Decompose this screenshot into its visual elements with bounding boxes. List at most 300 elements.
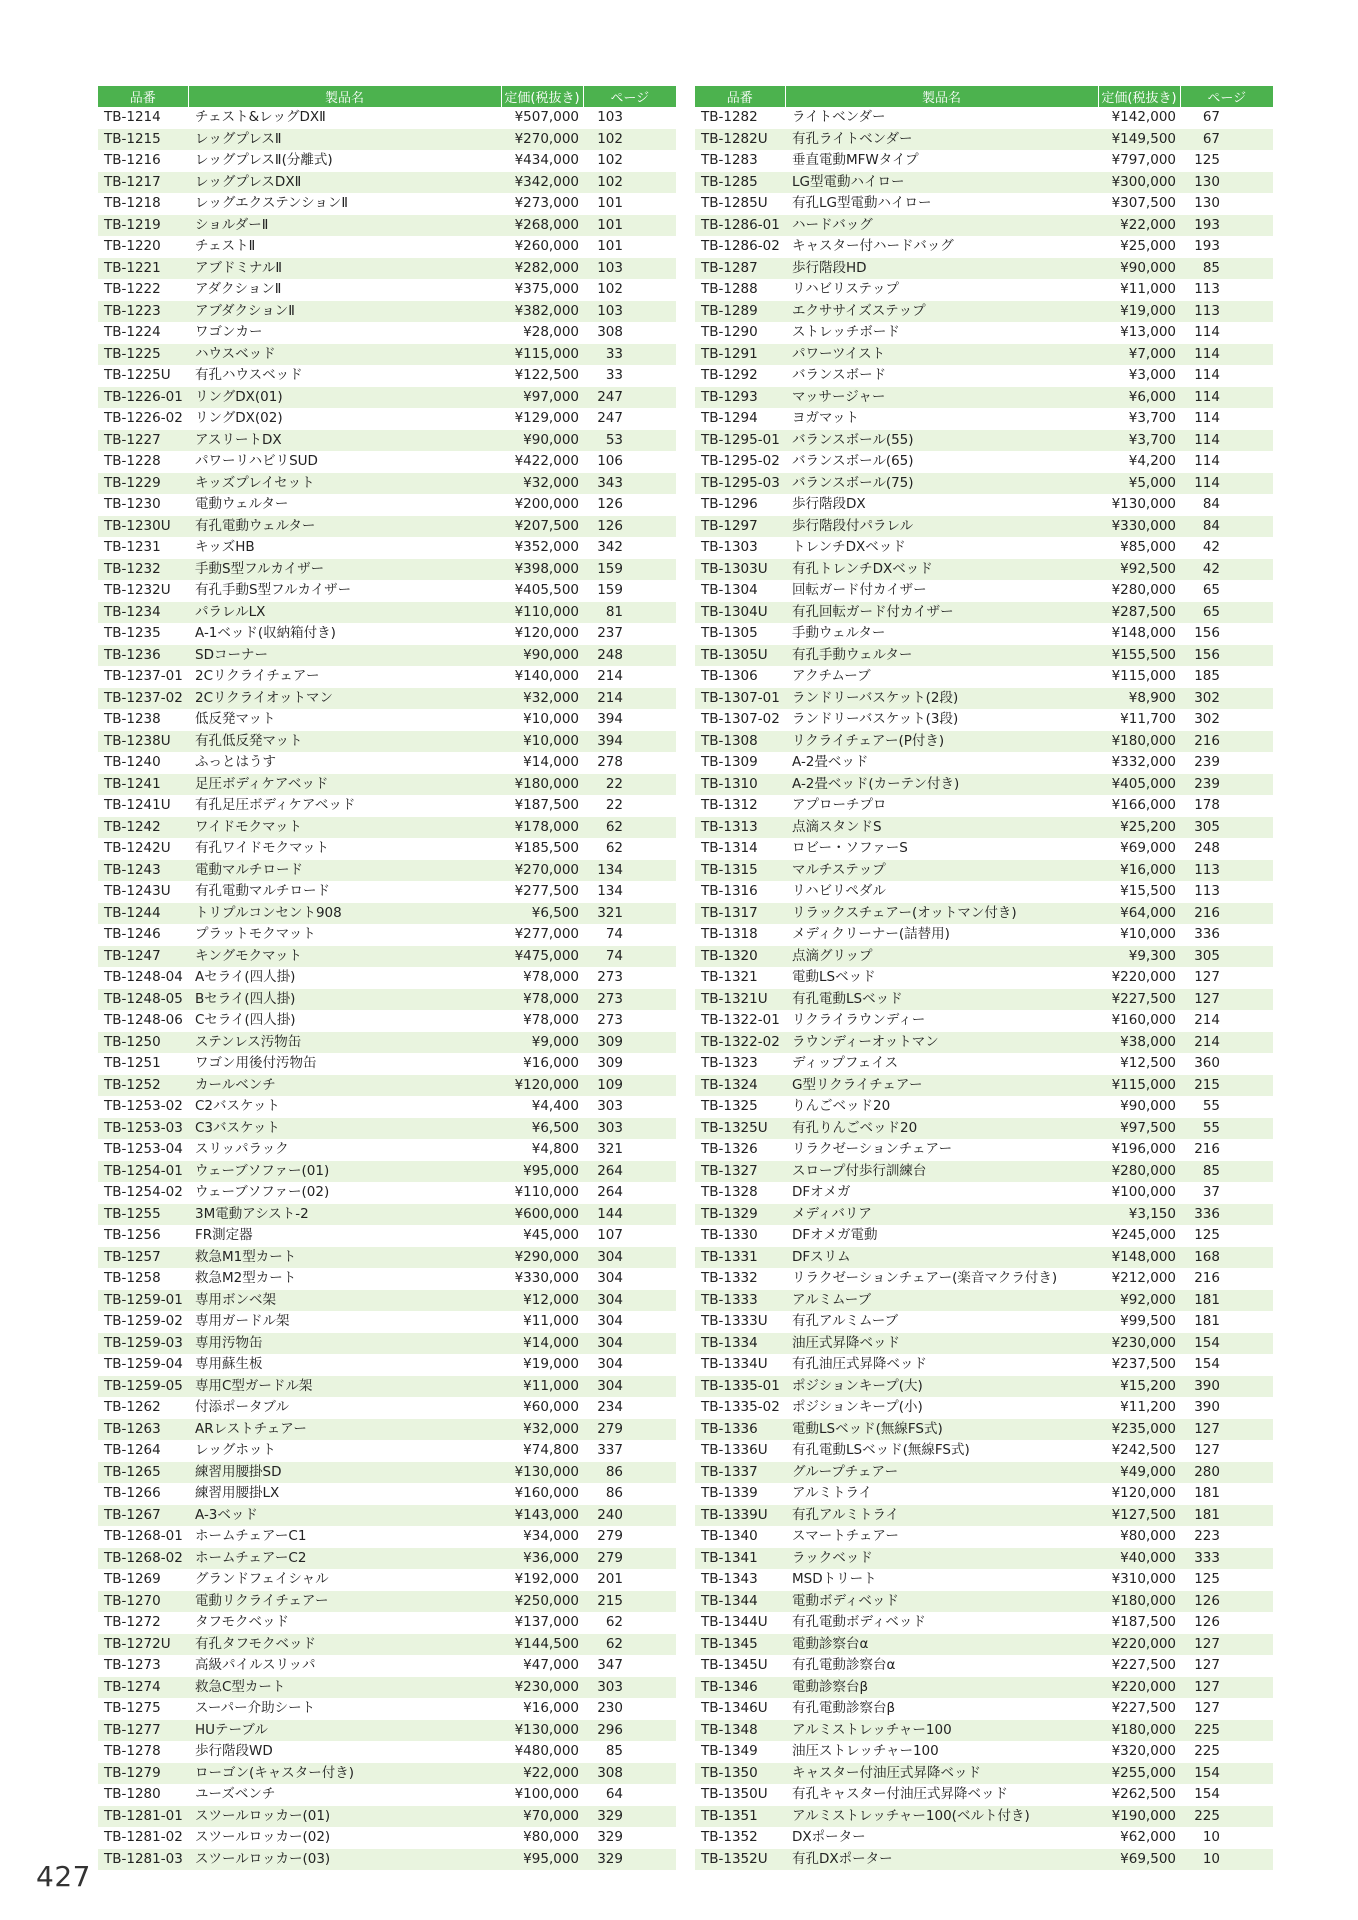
product-code: TB-1321U [695,989,785,1011]
product-price: ¥5,000 [1098,473,1180,495]
product-price: ¥797,000 [1111,152,1176,168]
product-code: TB-1282U [695,129,785,151]
table-row [98,1655,676,1677]
table-row [695,1311,1273,1333]
table-row [695,752,1273,774]
catalog-page: 85 [1180,1161,1273,1183]
product-name: 有孔電動診察台α [792,1657,896,1673]
table-row [98,1204,676,1226]
table-row [98,1806,676,1828]
table-row [98,1182,676,1204]
catalog-page: 329 [583,1806,676,1828]
product-price: ¥47,000 [523,1657,579,1673]
catalog-page: 303 [583,1677,676,1699]
catalog-page: 347 [597,1657,623,1673]
product-name: パワーリハビリSUD [195,453,318,469]
product-name: 有孔キャスター付油圧式昇降ベッド [792,1786,1008,1802]
product-code: TB-1318 [701,926,758,942]
product-name: HUテーブル [188,1720,501,1742]
product-name: リングDX(01) [188,387,501,409]
catalog-page: 106 [597,453,623,469]
product-price: ¥9,300 [1098,946,1180,968]
table-row [695,322,1273,344]
table-row [98,387,676,409]
product-code: TB-1237-01 [104,668,183,684]
catalog-page: 67 [1180,129,1273,151]
product-code: TB-1304 [701,582,758,598]
product-price: ¥4,400 [531,1098,579,1114]
product-name: 電動リクライチェアー [188,1591,501,1613]
product-price: ¥144,500 [501,1634,583,1656]
table-row [98,451,676,473]
catalog-page: 215 [583,1591,676,1613]
catalog-page: 394 [583,731,676,753]
product-code: TB-1326 [701,1141,758,1157]
product-code: TB-1281-01 [98,1806,188,1828]
catalog-page: 114 [1194,410,1220,426]
product-price: ¥207,500 [501,516,583,538]
product-code: TB-1324 [695,1075,785,1097]
table-row [98,1677,676,1699]
catalog-page: 273 [597,1012,623,1028]
product-code: TB-1262 [104,1399,161,1415]
product-price: ¥120,000 [514,625,579,641]
product-code: TB-1337 [695,1462,785,1484]
product-code: TB-1314 [701,840,758,856]
catalog-page: 181 [1180,1505,1273,1527]
table-row [98,838,676,860]
product-price: ¥32,000 [501,1419,583,1441]
product-name: 専用ガードル架 [195,1313,290,1329]
table-row [98,193,676,215]
table-header-row [695,86,1273,107]
product-code: TB-1282 [701,109,758,125]
product-code: TB-1265 [98,1462,188,1484]
catalog-page: 237 [597,625,623,641]
product-code: TB-1328 [701,1184,758,1200]
product-price: ¥227,500 [1111,1700,1176,1716]
table-row [695,1462,1273,1484]
product-price: ¥90,000 [1098,258,1180,280]
catalog-page: 156 [1180,645,1273,667]
product-price: ¥3,700 [1128,410,1176,426]
header-price: 定価(税抜き) [1098,86,1180,107]
product-code: TB-1218 [104,195,161,211]
product-price: ¥19,000 [523,1356,579,1372]
product-price: ¥110,000 [514,1184,579,1200]
product-name: 電動LSベッド(無線FS式) [785,1419,1098,1441]
product-code: TB-1352U [695,1849,785,1871]
product-price: ¥178,000 [501,817,583,839]
product-price: ¥330,000 [1098,516,1180,538]
product-price: ¥3,150 [1098,1204,1180,1226]
product-code: TB-1259-02 [104,1313,183,1329]
product-code: TB-1246 [104,926,161,942]
product-name: 電動診察台α [785,1634,1098,1656]
catalog-page: 279 [597,1528,623,1544]
table-row [98,559,676,581]
table-row [98,322,676,344]
product-name: SDコーナー [188,645,501,667]
product-code: TB-1230 [104,496,161,512]
catalog-page: 302 [1180,688,1273,710]
product-code: TB-1325U [695,1118,785,1140]
product-code: TB-1316 [701,883,758,899]
product-name: プラットモクマット [195,926,316,942]
table-row [98,602,676,624]
product-name: 電動ウェルター [195,496,289,512]
catalog-page: 114 [1194,453,1220,469]
product-price: ¥11,000 [1120,281,1176,297]
product-code: TB-1304U [695,602,785,624]
table-row [98,752,676,774]
table-row [695,1505,1273,1527]
table-row [98,1010,676,1032]
table-row [98,1290,676,1312]
table-row [98,1741,676,1763]
product-price: ¥310,000 [1111,1571,1176,1587]
table-row [695,1182,1273,1204]
product-name: グループチェアー [785,1462,1098,1484]
catalog-page: 305 [1180,946,1273,968]
product-name: 電動LSベッド [792,969,876,985]
catalog-page: 113 [1194,281,1220,297]
product-name: パラレルLX [188,602,501,624]
table-row [695,107,1273,129]
product-name: Aセライ(四人掛) [195,969,296,985]
catalog-page: 114 [1180,344,1273,366]
product-code: TB-1259-05 [98,1376,188,1398]
product-name: りんごベッド20 [792,1098,891,1114]
catalog-page: 62 [605,840,623,856]
table-row [695,1548,1273,1570]
table-row [695,1612,1273,1634]
product-code: TB-1285 [695,172,785,194]
product-price: ¥97,000 [501,387,583,409]
product-name: キャスター付油圧式昇降ベッド [785,1763,1098,1785]
product-code: TB-1340 [701,1528,758,1544]
table-row [695,193,1273,215]
catalog-page: 84 [1202,496,1220,512]
product-code: TB-1216 [104,152,161,168]
product-price: ¥120,000 [501,1075,583,1097]
catalog-page: 33 [605,367,623,383]
product-price: ¥143,000 [501,1505,583,1527]
table-row [695,580,1273,602]
catalog-page: 185 [1194,668,1220,684]
product-price: ¥10,000 [1120,926,1176,942]
product-price: ¥300,000 [1098,172,1180,194]
product-name: ヨガマット [792,410,859,426]
product-price: ¥180,000 [1098,1591,1180,1613]
product-name: 有孔LG型電動ハイロー [792,195,932,211]
product-name: スツールロッカー(03) [188,1849,501,1871]
table-row [695,602,1273,624]
product-price: ¥32,000 [501,688,583,710]
catalog-page: 84 [1180,516,1273,538]
table-row [98,1569,676,1591]
product-name: 点滴スタンドS [785,817,1098,839]
table-row [98,1440,676,1462]
catalog-page: 101 [597,195,623,211]
product-price: ¥280,000 [1098,1161,1180,1183]
product-code: TB-1296 [701,496,758,512]
product-price: ¥64,000 [1098,903,1180,925]
catalog-page: 55 [1202,1098,1220,1114]
product-code: TB-1334 [695,1333,785,1355]
catalog-page: 127 [1194,1442,1220,1458]
product-price: ¥14,000 [501,1333,583,1355]
product-price: ¥11,000 [501,1376,583,1398]
product-code: TB-1217 [98,172,188,194]
product-price: ¥115,000 [1098,1075,1180,1097]
table-row [98,516,676,538]
catalog-page: 303 [597,1098,623,1114]
product-code: TB-1229 [98,473,188,495]
table-row [98,344,676,366]
product-code: TB-1266 [104,1485,161,1501]
product-price: ¥28,000 [523,324,579,340]
product-price: ¥196,000 [1111,1141,1176,1157]
catalog-page: 144 [583,1204,676,1226]
product-code: TB-1270 [98,1591,188,1613]
catalog-page: 336 [1180,1204,1273,1226]
table-row [695,301,1273,323]
table-row [695,1806,1273,1828]
product-name: 有孔ワイドモクマット [195,840,330,856]
product-name: アダクションⅡ [195,281,282,297]
product-price: ¥180,000 [1098,1720,1180,1742]
product-name: リハビリステップ [792,281,900,297]
product-name: ポジションキープ(大) [785,1376,1098,1398]
product-code: TB-1253-03 [98,1118,188,1140]
product-name: 有孔ハウスベッド [195,367,303,383]
product-price: ¥100,000 [1111,1184,1176,1200]
product-price: ¥92,000 [1098,1290,1180,1312]
catalog-page: 216 [1180,903,1273,925]
product-code: TB-1273 [104,1657,161,1673]
product-code: TB-1322-01 [701,1012,780,1028]
catalog-page: 114 [1194,324,1220,340]
product-name: 有孔ライトベンダー [785,129,1098,151]
catalog-page: 168 [1180,1247,1273,1269]
table-row [98,666,676,688]
catalog-page: 67 [1202,109,1220,125]
product-code: TB-1345 [695,1634,785,1656]
product-code: TB-1295-02 [701,453,780,469]
product-price: ¥307,500 [1111,195,1176,211]
catalog-page: 193 [1180,215,1273,237]
product-code: TB-1335-01 [695,1376,785,1398]
product-price: ¥277,500 [514,883,579,899]
catalog-page: 193 [1194,238,1220,254]
product-price: ¥100,000 [514,1786,579,1802]
product-price: ¥62,000 [1120,1829,1176,1845]
product-code: TB-1234 [98,602,188,624]
catalog-page: 216 [1180,731,1273,753]
catalog-page: 37 [1202,1184,1220,1200]
product-name: FR測定器 [195,1227,253,1243]
catalog-page: 304 [597,1356,623,1372]
product-code: TB-1348 [695,1720,785,1742]
product-name: 有孔手動ウェルター [785,645,1098,667]
table-row [98,236,676,258]
product-code: TB-1225U [104,367,171,383]
product-code: TB-1305 [701,625,758,641]
product-code: TB-1269 [104,1571,161,1587]
product-name: トリプルコンセント908 [188,903,501,925]
table-row [695,1290,1273,1312]
table-row [695,795,1273,817]
product-name: 専用蘇生板 [195,1356,263,1372]
product-code: TB-1251 [104,1055,161,1071]
catalog-page: 10 [1202,1829,1220,1845]
product-code: TB-1258 [104,1270,161,1286]
product-price: ¥352,000 [514,539,579,555]
product-price: ¥600,000 [501,1204,583,1226]
catalog-page: 308 [583,1763,676,1785]
table-row [98,1397,676,1419]
product-code: TB-1272 [104,1614,161,1630]
catalog-page: 55 [1180,1118,1273,1140]
product-name: レッグプレスⅡ(分離式) [195,152,333,168]
table-row [98,795,676,817]
table-row [695,1161,1273,1183]
table-row [98,645,676,667]
product-price: ¥11,700 [1120,711,1176,727]
product-code: TB-1335-02 [701,1399,780,1415]
product-price: ¥6,000 [1098,387,1180,409]
product-code: TB-1254-02 [104,1184,183,1200]
product-code: TB-1241U [104,797,171,813]
product-price: ¥6,500 [501,1118,583,1140]
catalog-page: 264 [597,1184,623,1200]
product-price: ¥9,000 [501,1032,583,1054]
product-price: ¥16,000 [523,1700,579,1716]
product-code: TB-1315 [695,860,785,882]
table-row [98,903,676,925]
product-code: TB-1259-04 [104,1356,183,1372]
product-code: TB-1306 [701,668,758,684]
product-price: ¥115,000 [501,344,583,366]
catalog-page: 10 [1180,1849,1273,1871]
product-code: TB-1230U [98,516,188,538]
product-name: Cセライ(四人掛) [195,1012,296,1028]
product-code: TB-1275 [104,1700,161,1716]
product-name: 有孔電動診察台β [792,1700,896,1716]
product-name: 歩行階段HD [785,258,1098,280]
table-row [98,709,676,731]
product-price: ¥434,000 [514,152,579,168]
product-price: ¥19,000 [1098,301,1180,323]
product-price: ¥332,000 [1111,754,1176,770]
catalog-page: 154 [1180,1333,1273,1355]
product-name: エクササイズステップ [785,301,1098,323]
catalog-page: 130 [1180,172,1273,194]
table-row [98,1849,676,1871]
catalog-page: 156 [1194,625,1220,641]
product-price: ¥190,000 [1098,1806,1180,1828]
product-price: ¥398,000 [501,559,583,581]
product-name: 歩行階段DX [792,496,866,512]
product-price: ¥8,900 [1098,688,1180,710]
catalog-page: 134 [597,883,623,899]
product-name: バランスボード [792,367,887,383]
header-code: 品番 [98,86,188,107]
product-name: ランドリーバスケット(3段) [792,711,959,727]
product-code: TB-1317 [695,903,785,925]
catalog-page: 126 [1194,1614,1220,1630]
catalog-page: 360 [1194,1055,1220,1071]
product-name: リングDX(02) [195,410,283,426]
product-price: ¥95,000 [501,1849,583,1871]
catalog-page: 126 [1180,1591,1273,1613]
table-row [98,1032,676,1054]
catalog-page: 181 [1180,1290,1273,1312]
product-price: ¥230,000 [1098,1333,1180,1355]
product-name: 救急C型カート [188,1677,501,1699]
table-row [695,1569,1273,1591]
product-price: ¥290,000 [501,1247,583,1269]
table-row [98,1462,676,1484]
product-code: TB-1252 [98,1075,188,1097]
table-row [695,215,1273,237]
product-name: マッサージャー [785,387,1098,409]
product-price: ¥242,500 [1111,1442,1176,1458]
product-name: 有孔DXポーター [785,1849,1098,1871]
product-name: ディップフェイス [792,1055,899,1071]
product-name: ARレストチェアー [188,1419,501,1441]
product-price: ¥235,000 [1098,1419,1180,1441]
product-price: ¥12,500 [1120,1055,1176,1071]
table-row [695,989,1273,1011]
product-name: アプローチプロ [792,797,887,813]
table-row [98,1311,676,1333]
product-name: キッズHB [195,539,255,555]
table-row [98,1053,676,1075]
product-name: 救急M2型カート [195,1270,297,1286]
product-price: ¥155,500 [1098,645,1180,667]
product-code: TB-1268-02 [98,1548,188,1570]
product-code: TB-1259-03 [98,1333,188,1355]
catalog-page: 74 [583,946,676,968]
table-row [695,881,1273,903]
product-code: TB-1280 [104,1786,161,1802]
table-row [695,946,1273,968]
product-name: チェストⅡ [195,238,256,254]
product-name: 回転ガード付カイザー [792,582,927,598]
product-code: TB-1333U [701,1313,768,1329]
table-row [695,903,1273,925]
product-name: ラウンディーオットマン [785,1032,1098,1054]
catalog-page: 126 [597,496,623,512]
product-name: 手動ウェルター [792,625,886,641]
product-code: TB-1238 [104,711,161,727]
product-code: TB-1346 [695,1677,785,1699]
table-row [695,1096,1273,1118]
product-name: スツールロッカー(01) [188,1806,501,1828]
product-code: TB-1287 [695,258,785,280]
catalog-page: 329 [597,1829,623,1845]
product-code: TB-1336 [695,1419,785,1441]
product-code: TB-1332 [701,1270,758,1286]
product-price: ¥180,000 [501,774,583,796]
catalog-page: 154 [1194,1356,1220,1372]
table-row [695,623,1273,645]
catalog-page: 125 [1194,1571,1220,1587]
product-code: TB-1286-02 [701,238,780,254]
product-code: TB-1268-01 [104,1528,183,1544]
